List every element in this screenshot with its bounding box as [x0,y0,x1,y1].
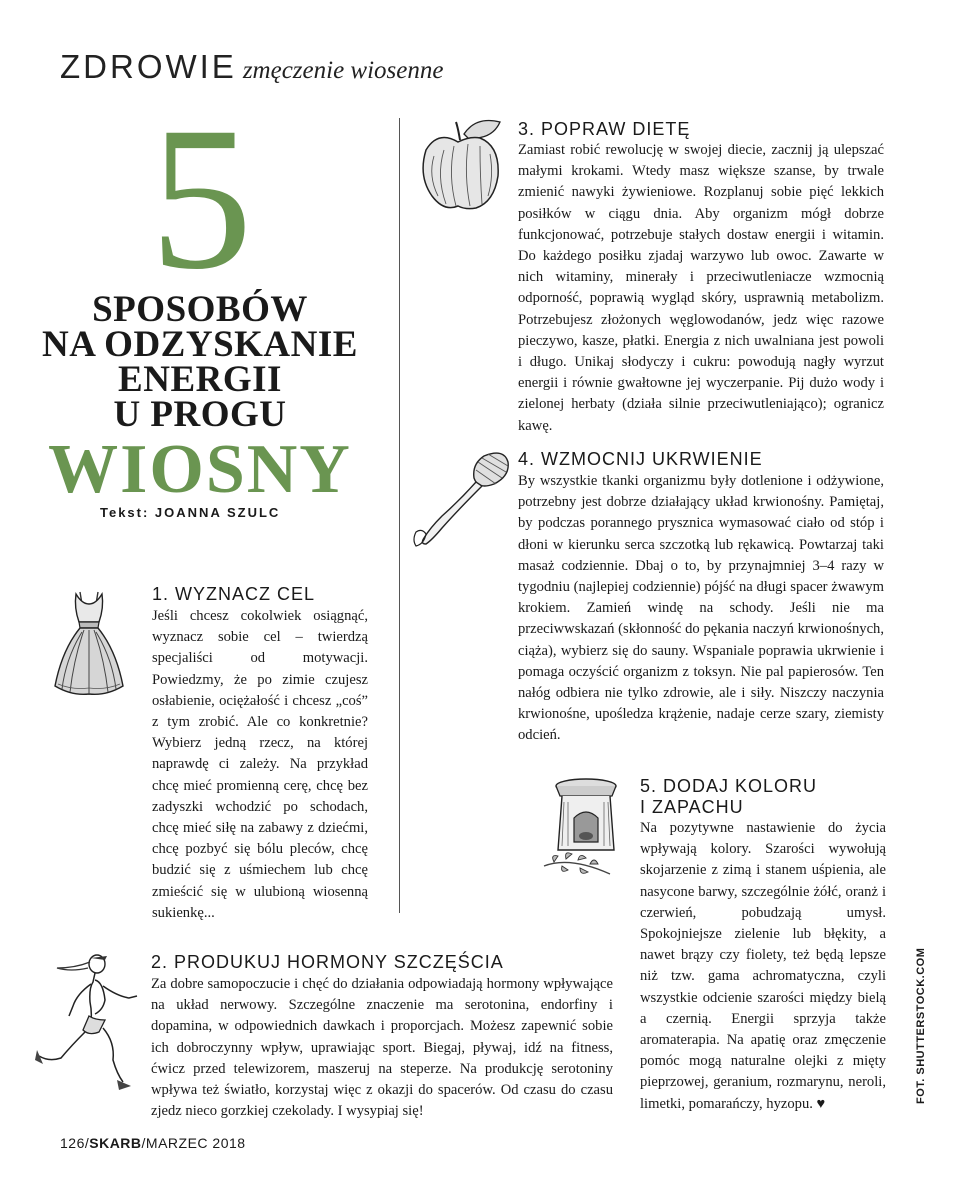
magazine-name: SKARB [89,1135,142,1151]
issue-date: MARZEC 2018 [145,1135,246,1151]
tip-5-heading [640,776,817,818]
tip-4-text: By wszystkie tkanki organizmu były dotlenione i odżywione, potrzebny jest dobrze działający układ krwionośny. Pamiętaj, by podczas porannego prysznica wymasować ciało od stóp i dłoni w kierunku serca szczotką lub rękawicą. Powtarzaj taki masaż codziennie. Dbaj o to, by przynajmniej 3–4 razy w tygodniu (najlepiej codziennie) pójść na długi spacer żwawym krokiem. Zamień windę na schody. Jeśli nie ma przeciwwskazań (skłonność do pękania naczyń krwionośnych, ciąża), wybierz się do sauny. Wspaniale poprawia ukrwienie i pomaga oczyścić organizm z toksyn. Nie pal papierosów. Ten nałóg odbiera nie tylko zdrowie, ale i siły. Niszczy naczynia krwionośne, upośledza krążenie, nadaje cerze szary, ziemisty odcień. [518,473,884,744]
section-label [60,48,443,86]
tip-3-text: Zamiast robić rewolucję w swojej diecie, zacznij ją ulepszać małymi krokami. Wtedy masz większe szanse, by trwale zmienić nawyki żywieniowe. Rozplanuj sobie pięć lekkich posiłków w ciągu dnia. Aby organizm mógł dobrze funkcjonować, potrzebuje stałych dostaw energii i witamin. Do każdego posiłku zjadaj warzywo lub owoc. Zawarte w nich witaminy, minerały i przeciwutleniacze wzmocnią odporność, poprawią wygląd skóry, usprawnią metabolizm. Potrzebujesz złożonych węglowodanów, jedz więc razowe pieczywo, kasze, płatki. Energia z nich uwalniana jest powoli i długo. Unikaj słodyczy i cukru: powodują nagły wyrzut energii i równie gwałtowne jej wyczerpanie. Pij dużo wody i zielonej herbaty (działa silnie przeciwutleniająco); ogranicz kawę. [518,142,884,434]
tip-5-heading-line-2: I ZAPACHU [640,797,744,817]
headline-highlight: WIOSNY [48,431,352,508]
footer-separator-2: / [141,1135,146,1151]
apple-icon [418,116,506,216]
tip-4-heading: 4. WZMOCNIJ UKRWIENIE [518,449,763,469]
byline: Tekst: JOANNA SZULC [100,505,281,520]
tip-1-heading: 1. WYZNACZ CEL [152,584,316,604]
headline-line-2: NA ODZYSKANIE [42,324,358,365]
big-number: 5 [150,85,253,312]
headline-line-1: SPOSOBÓW [92,289,308,330]
headline-line-4: U PROGU [113,394,287,435]
footer-separator: / [84,1135,90,1151]
tip-1-text: Jeśli chcesz cokolwiek osiągnąć, wyznacz sobie cel – twierdzą specjaliści od motywacji. Powiedzmy, że po zimie czujesz osłabienie, ociężałość i chcesz „coś” z tym zrobić. Ale co konkretnie? Wybierz jedną rzecz, na której naprawdę ci zależy. Na przykład chcę mieć promienną cerę, chcę bez zadyszki wchodzić po schodach, chcę mieć siłę na zabawy z dziećmi, chcę pozbyć się bólu pleców, chcę budzić się z uśmiechem lub chcę zmieścić się w ulubioną wiosenną sukienkę... [152,608,368,921]
section-title: ZDROWIE [60,48,237,85]
headline-line-3: ENERGII [118,359,282,400]
headline [30,289,370,508]
dress-icon [52,588,126,703]
aroma-lamp-icon [540,770,628,880]
photo-credit: FOT. SHUTTERSTOCK.COM [915,947,927,1104]
section-subtitle: zmęczenie wiosenne [242,57,444,84]
page-footer [60,1135,246,1151]
tip-2-heading: 2. PRODUKUJ HORMONY SZCZĘŚCIA [151,952,504,972]
runner-icon [33,950,143,1100]
tip-2-text: Za dobre samopoczucie i chęć do działania odpowiadają hormony wpływające na układ nerwowy. Szczególne znaczenie ma serotonina, endorfiny i dopamina, w odpowiednich dawkach i proporcjach. Możesz zapewnić sobie ich dobroczynny wpływ, uprawiając sport. Biegaj, pływaj, idź na fitness, ćwicz przed telewizorem, maszeruj na steperze. Na produkcję serotoniny wpływa też światło, korzystaj więc z okazji do spacerów. Od czasu do czasu zjedz nieco gorzkiej czekolady. I wysypiaj się! [151,976,613,1120]
tip-5-heading-line-1: 5. DODAJ KOLORU [640,776,818,796]
tip-3-heading: 3. POPRAW DIETĘ [518,119,691,139]
tip-5-text: Na pozytywne nastawienie do życia wpływają kolory. Szarości wywołują skojarzenie z zimą i stanem uśpienia, ale nasycone barwy, szczególnie żółć, oranż i czerwień, pobudzają umysł. Spokojniejsze zielenie lub błękity, a nawet brązy czy fiolety, też będą lepsze niż tzw. gama achromatyczna, czyli wszystkie odcienie szarości między bielą a czernią. Energii sprzyja także aromaterapia. Na apatię oraz zmęczenie pomóc mogą naturalne olejki z mięty pieprzowej, geranium, rozmarynu, neroli, limetki, pomarańczy, hyzopu. ♥ [640,820,886,1112]
brush-icon [412,448,512,550]
column-divider [399,118,400,913]
page-number: 126 [60,1135,85,1151]
